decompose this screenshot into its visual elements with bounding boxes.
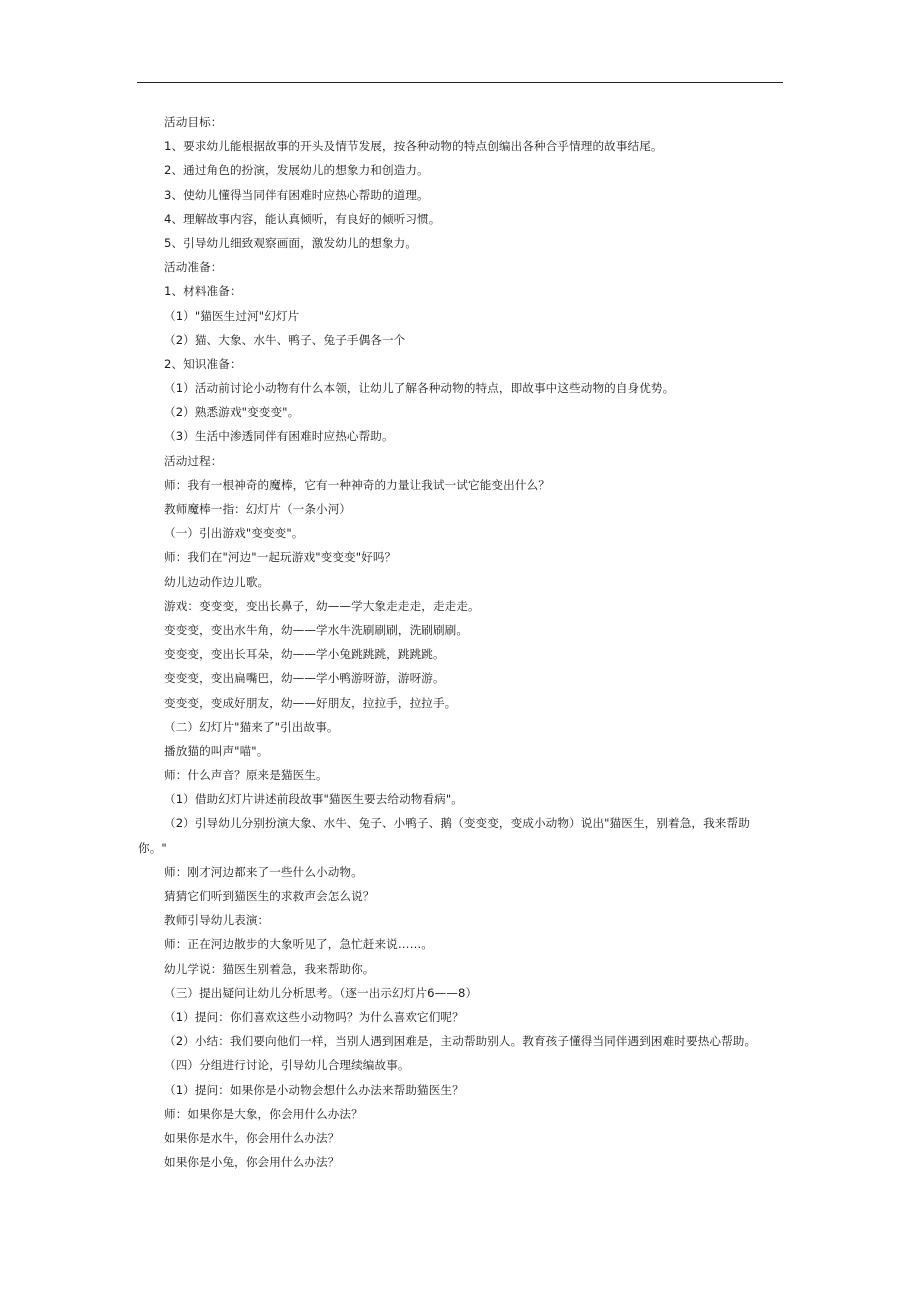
paragraph-line: （1）借助幻灯片讲述前段故事"猫医生要去给动物看病"。 — [164, 792, 463, 807]
paragraph-role-play — [138, 811, 788, 859]
paragraph-line: 4、理解故事内容，能认真倾听，有良好的倾听习惯。 — [164, 211, 441, 226]
paragraph-line: （2）熟悉游戏"变变变"。 — [164, 405, 300, 420]
paragraph-line: 如果你是水牛，你会用什么办法？ — [164, 1130, 340, 1145]
paragraph-line: 教师引导幼儿表演： — [164, 913, 270, 928]
paragraph-line: （1）提问：你们喜欢这些小动物吗？为什么喜欢它们呢？ — [164, 1009, 464, 1024]
paragraph-line: 游戏：变变变，变出长鼻子，幼——学大象走走走，走走走。 — [164, 598, 480, 613]
paragraph-line: 变变变，变出长耳朵，幼——学小兔跳跳跳，跳跳跳。 — [164, 647, 445, 662]
paragraph-line: 教师魔棒一指：幻灯片（一条小河） — [164, 502, 352, 516]
paragraph-line: 师：什么声音？原来是猫医生。 — [164, 768, 328, 783]
paragraph-line: 播放猫的叫声"喵"。 — [164, 743, 269, 758]
text-block-after — [164, 860, 788, 1174]
paragraph-line: 活动目标： — [164, 115, 223, 129]
paragraph-line: （四）分组进行讨论，引导幼儿合理续编故事。 — [164, 1058, 410, 1073]
paragraph-line: （1）提问：如果你是小动物会想什么办法来帮助猫医生？ — [164, 1082, 464, 1097]
document-body — [138, 110, 788, 1174]
paragraph-line: 活动准备： — [164, 260, 223, 275]
paragraph-line: 师：我有一根神奇的魔棒，它有一种神奇的力量让我试一试它能变出什么？ — [164, 477, 550, 492]
paragraph-line: （3）生活中渗透同伴有困难时应热心帮助。 — [164, 429, 394, 444]
paragraph-line: 师：正在河边散步的大象听见了，急忙赶来说……。 — [164, 937, 433, 952]
paragraph-line: 你。" — [138, 840, 167, 855]
paragraph-line: （2）小结：我们要向他们一样，当别人遇到困难是，主动帮助别人。教育孩子懂得当同伴遇到困难时要热心帮助。 — [164, 1034, 757, 1049]
paragraph-line: 1、材料准备： — [164, 284, 242, 299]
paragraph-line: 5、引导幼儿细致观察画面，激发幼儿的想象力。 — [164, 235, 418, 250]
paragraph-line: 3、使幼儿懂得当同伴有困难时应热心帮助的道理。 — [164, 187, 429, 202]
paragraph-line: （一）引出游戏"变变变"。 — [164, 526, 304, 541]
paragraph-line: （2）引导幼儿分别扮演大象、水牛、兔子、小鸭子、鹅（变变变，变成小动物）说出"猫医生，别着急，我来帮助 — [164, 816, 750, 831]
header-rule — [137, 82, 783, 83]
paragraph-line: 师：刚才河边都来了一些什么小动物。 — [164, 864, 363, 879]
paragraph-line: （1）"猫医生过河"幻灯片 — [164, 308, 300, 323]
paragraph-line: （三）提出疑问让幼儿分析思考。（逐一出示幻灯片6——8） — [164, 985, 478, 1000]
paragraph-line: 师：如果你是大象，你会用什么办法？ — [164, 1106, 363, 1121]
paragraph-line: 师：我们在"河边"一起玩游戏"变变变"好吗？ — [164, 550, 397, 565]
paragraph-line: （二）幻灯片"猫来了"引出故事。 — [164, 719, 339, 734]
paragraph-line: 变变变，变出扁嘴巴，幼——学小鸭游呀游，游呀游。 — [164, 671, 445, 686]
text-block-before — [164, 110, 788, 811]
paragraph-line: （1）活动前讨论小动物有什么本领，让幼儿了解各种动物的特点，即故事中这些动物的自身优势。 — [164, 381, 675, 396]
paragraph-line: 活动过程： — [164, 453, 223, 468]
paragraph-line: 猜猜它们听到猫医生的求救声会怎么说？ — [164, 889, 375, 903]
paragraph-line: 变变变，变成好朋友，幼——好朋友，拉拉手，拉拉手。 — [164, 695, 457, 710]
paragraph-line: 1、要求幼儿能根据故事的开头及情节发展，按各种动物的特点创编出各种合乎情理的故事结尾。 — [164, 139, 663, 154]
paragraph-line: 2、知识准备： — [164, 356, 242, 371]
paragraph-line: 变变变，变出水牛角，幼——学水牛洗刷刷刷，洗刷刷刷。 — [164, 622, 469, 637]
paragraph-line: 幼儿边动作边儿歌。 — [164, 574, 270, 589]
paragraph-line: （2）猫、大象、水牛、鸭子、兔子手偶各一个 — [164, 332, 406, 347]
paragraph-line: 2、通过角色的扮演，发展幼儿的想象力和创造力。 — [164, 163, 429, 178]
paragraph-line: 如果你是小兔，你会用什么办法？ — [164, 1155, 340, 1170]
paragraph-line: 幼儿学说：猫医生别着急，我来帮助你。 — [164, 961, 375, 976]
